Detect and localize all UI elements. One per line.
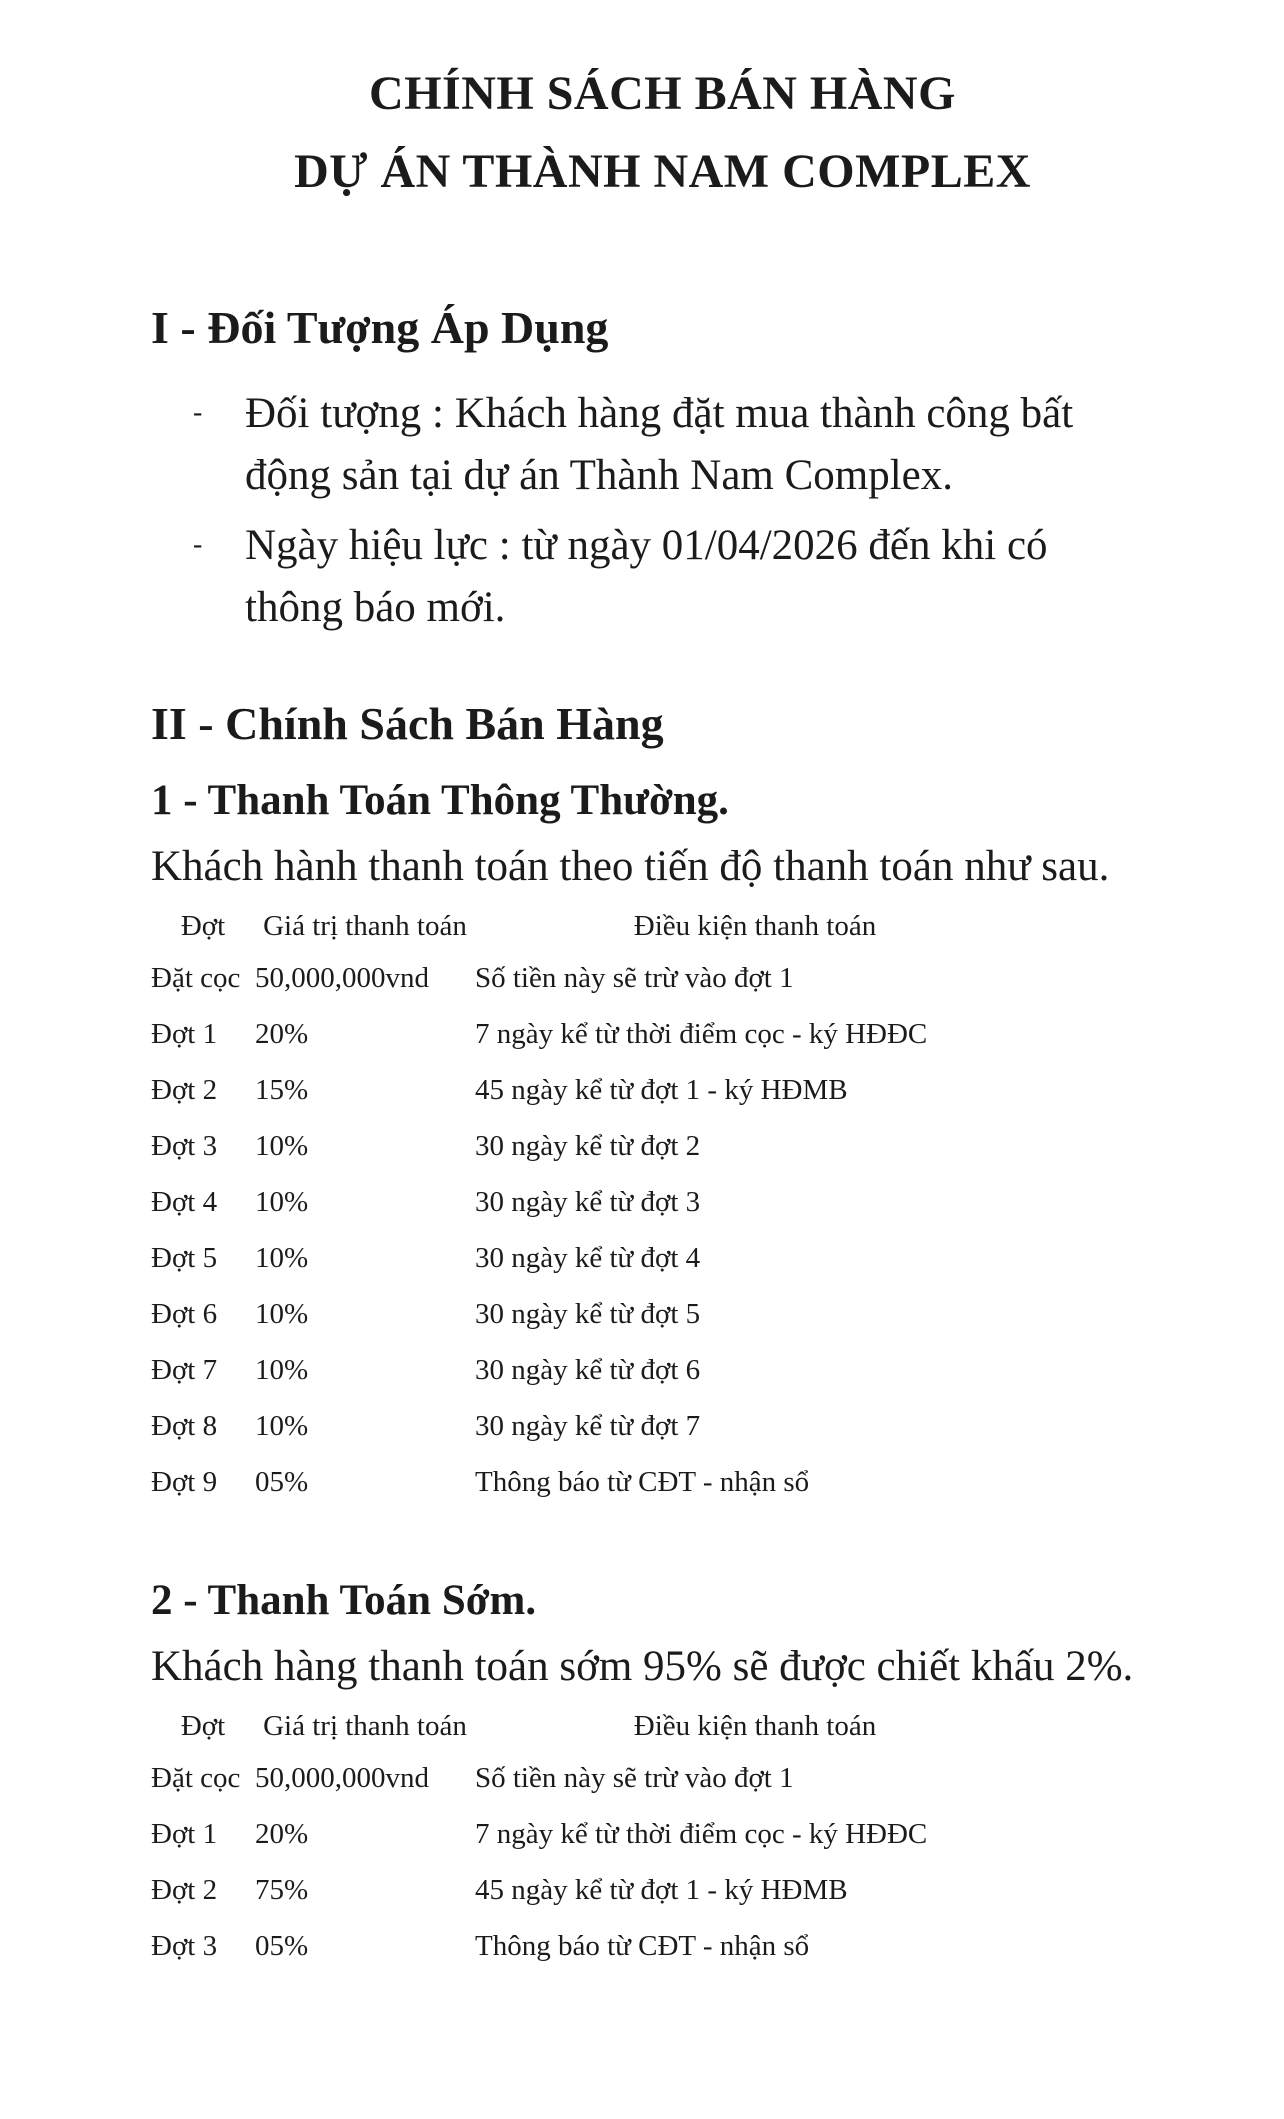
table-cell: Thông báo từ CĐT - nhận sổ <box>475 1465 810 1498</box>
table-cell: 10% <box>255 1353 309 1386</box>
table-header-cell: Giá trị thanh toán <box>263 909 467 942</box>
table-cell: Đặt cọc <box>151 961 241 994</box>
table-cell: Đợt 9 <box>151 1465 218 1498</box>
table-cell: Đợt 8 <box>151 1409 218 1442</box>
bullet-dash: - <box>193 529 203 560</box>
subsection-2-heading: 2 - Thanh Toán Sớm. <box>151 1577 537 1624</box>
payment-schedule-table-normal <box>151 902 1174 1510</box>
table-cell: 30 ngày kể từ đợt 5 <box>475 1297 701 1330</box>
table-cell: 10% <box>255 1129 309 1162</box>
table-row <box>151 1342 1174 1398</box>
table-cell: Đợt 3 <box>151 1929 218 1962</box>
table-cell: Đợt 2 <box>151 1073 218 1106</box>
table-row <box>151 1118 1174 1174</box>
subsection-1-intro: Khách hành thanh toán theo tiến độ thanh toán như sau. <box>151 843 1110 890</box>
table-row <box>151 1006 1174 1062</box>
bullet-text: Đối tượng : Khách hàng đặt mua thành công bất động sản tại dự án Thành Nam Complex. <box>245 390 1074 499</box>
table-row <box>151 1286 1174 1342</box>
payment-schedule-table-early <box>151 1702 1174 1974</box>
document-title <box>151 55 1174 211</box>
table-cell: Đợt 3 <box>151 1129 218 1162</box>
table-row <box>151 1062 1174 1118</box>
table-cell: 75% <box>255 1873 309 1906</box>
table-row <box>151 1398 1174 1454</box>
table-row <box>151 1862 1174 1918</box>
table-row <box>151 1454 1174 1510</box>
table-row <box>151 1230 1174 1286</box>
table-cell: Đặt cọc <box>151 1761 241 1794</box>
table-cell: Đợt 2 <box>151 1873 218 1906</box>
table-cell: 20% <box>255 1817 309 1850</box>
table-header-cell: Điều kiện thanh toán <box>633 1709 877 1742</box>
table-cell: 45 ngày kể từ đợt 1 - ký HĐMB <box>475 1073 848 1106</box>
table-cell: 10% <box>255 1185 309 1218</box>
table-cell: 7 ngày kể từ thời điểm cọc - ký HĐĐC <box>475 1017 928 1050</box>
table-row <box>151 950 1174 1006</box>
table-cell: 10% <box>255 1241 309 1274</box>
section-1-bullet-list <box>151 383 1174 639</box>
table-cell: 45 ngày kể từ đợt 1 - ký HĐMB <box>475 1873 848 1906</box>
table-cell: Đợt 1 <box>151 1017 218 1050</box>
table-cell: Đợt 5 <box>151 1241 218 1274</box>
table-cell: 05% <box>255 1465 309 1498</box>
table-cell: 30 ngày kể từ đợt 6 <box>475 1353 701 1386</box>
table-cell: 30 ngày kể từ đợt 3 <box>475 1185 701 1218</box>
table-cell: 50,000,000vnd <box>255 961 429 994</box>
bullet-text: Ngày hiệu lực : từ ngày 01/04/2026 đến khi có thông báo mới. <box>245 522 1048 631</box>
bullet-item-effective-date <box>151 515 1174 639</box>
table-header-row <box>151 902 1174 950</box>
table-cell: Đợt 1 <box>151 1817 218 1850</box>
subsection-2-intro: Khách hàng thanh toán sớm 95% sẽ được chiết khấu 2%. <box>151 1643 1134 1690</box>
document-title-line-1: CHÍNH SÁCH BÁN HÀNG <box>369 67 956 120</box>
table-row <box>151 1750 1174 1806</box>
table-cell: 50,000,000vnd <box>255 1761 429 1794</box>
bullet-item-subject <box>151 383 1174 507</box>
table-cell: Số tiền này sẽ trừ vào đợt 1 <box>475 961 794 994</box>
table-cell: Đợt 7 <box>151 1353 218 1386</box>
table-header-cell: Đợt <box>180 1709 226 1742</box>
table-cell: 10% <box>255 1409 309 1442</box>
table-cell: Đợt 6 <box>151 1297 218 1330</box>
table-header-cell: Điều kiện thanh toán <box>633 909 877 942</box>
table-cell: Thông báo từ CĐT - nhận sổ <box>475 1929 810 1962</box>
table-row <box>151 1918 1174 1974</box>
table-cell: 05% <box>255 1929 309 1962</box>
table-header-row <box>151 1702 1174 1750</box>
section-2-heading: II - Chính Sách Bán Hàng <box>151 698 664 749</box>
table-cell: 20% <box>255 1017 309 1050</box>
table-row <box>151 1174 1174 1230</box>
table-cell: 15% <box>255 1073 309 1106</box>
table-row <box>151 1806 1174 1862</box>
table-cell: 7 ngày kể từ thời điểm cọc - ký HĐĐC <box>475 1817 928 1850</box>
bullet-dash: - <box>193 397 203 428</box>
subsection-1-heading: 1 - Thanh Toán Thông Thường. <box>151 777 729 824</box>
table-cell: 10% <box>255 1297 309 1330</box>
table-cell: Số tiền này sẽ trừ vào đợt 1 <box>475 1761 794 1794</box>
table-header-cell: Đợt <box>180 909 226 942</box>
document-title-line-2: DỰ ÁN THÀNH NAM COMPLEX <box>294 145 1031 198</box>
table-cell: 30 ngày kể từ đợt 4 <box>475 1241 701 1274</box>
table-header-cell: Giá trị thanh toán <box>263 1709 467 1742</box>
table-cell: 30 ngày kể từ đợt 7 <box>475 1409 701 1442</box>
table-cell: Đợt 4 <box>151 1185 218 1218</box>
table-cell: 30 ngày kể từ đợt 2 <box>475 1129 701 1162</box>
section-1-heading: I - Đối Tượng Áp Dụng <box>151 302 609 353</box>
